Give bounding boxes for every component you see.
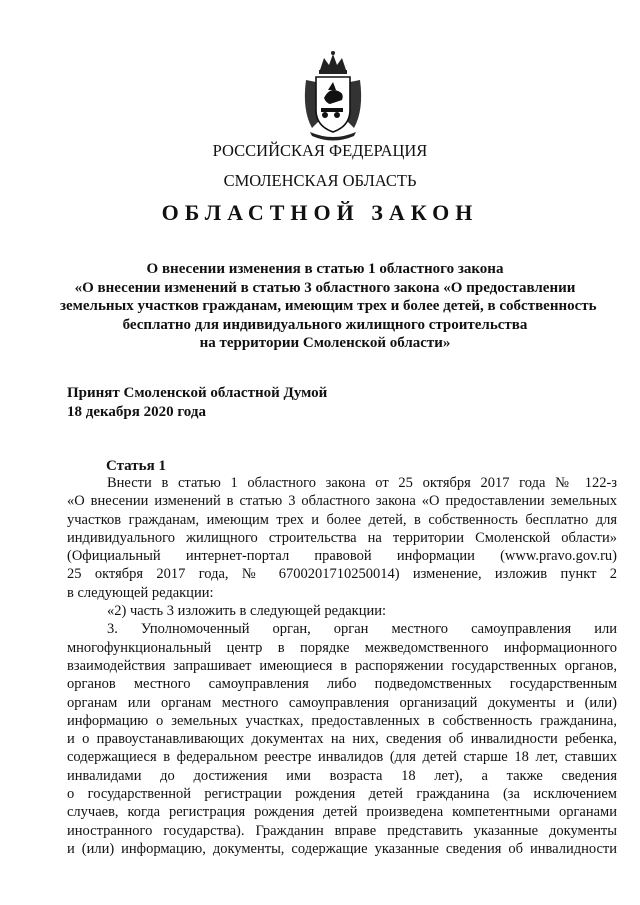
- document-type-heading: ОБЛАСТНОЙ ЗАКОН: [161, 200, 479, 225]
- paragraph-line: органам или органам местного самоуправления организаций документы и (или): [67, 694, 617, 711]
- paragraph-line: взаимодействия запрашивает имеющиеся в распоряжении государственных органов,: [67, 657, 617, 674]
- paragraph-line: случаев, когда регистрация рождения детей произведена компетентными органами: [67, 804, 617, 821]
- adoption-note: [67, 384, 327, 421]
- paragraph-line: 25 октября 2017 года, № 6700201710250014) изменение, изложив пункт 2: [67, 566, 617, 583]
- paragraph-line: индивидуального жилищного строительства на территории Смоленской области»: [67, 529, 617, 546]
- law-title-line: бесплатно для индивидуального жилищного строительства: [122, 316, 528, 333]
- law-title-line: на территории Смоленской области»: [199, 335, 451, 351]
- law-title-line: О внесении изменения в статью 1 областного закона: [146, 261, 504, 277]
- paragraph-line: участков гражданам, имеющим трех и более детей, в собственность бесплатно для: [67, 511, 617, 528]
- paragraph-line: инвалидами до достижения ими возраста 18 лет), а также сведения: [67, 767, 617, 784]
- adoption-body: Принят Смоленской областной Думой: [67, 385, 328, 401]
- country-name: РОССИЙСКАЯ ФЕДЕРАЦИЯ: [212, 141, 428, 160]
- paragraph-line: содержащиеся в федеральном реестре инвалидов (для детей старше 18 лет, ставших: [67, 749, 617, 766]
- paragraph-line: многофункциональный центр в порядке межведомственного информационного: [67, 639, 617, 656]
- paragraph-line: информацию о земельных участках, предоставленных в собственность гражданина,: [67, 712, 617, 729]
- article-heading: Статья 1: [106, 458, 166, 474]
- law-title-line: «О внесении изменений в статью 3 областного закона «О предоставлении: [74, 279, 576, 296]
- law-title-line: земельных участков гражданам, имеющим трех и более детей, в собственность: [60, 298, 597, 314]
- paragraph-line: 3. Уполномоченный орган, орган местного самоуправления или: [107, 621, 617, 638]
- coat-of-arms-emblem: [300, 50, 366, 142]
- paragraph-line: Внести в статью 1 областного закона от 25 октября 2017 года № 122-з: [107, 475, 617, 491]
- paragraph-line: в следующей редакции:: [67, 584, 214, 601]
- paragraph-line: и (или) информацию, документы, содержащие указанные сведения об инвалидности: [67, 840, 617, 857]
- paragraph-line: и о правоустанавливающих документах на них, сведения об инвалидности ребенка,: [67, 731, 617, 748]
- article-body: [67, 474, 617, 858]
- paragraph-line: «О внесении изменений в статью 3 областного закона «О предоставлении земельных: [67, 493, 617, 510]
- paragraph-line: «2) часть 3 изложить в следующей редакции:: [107, 603, 387, 620]
- paragraph-line: (Официальный интернет-портал правовой информации (www.pravo.gov.ru): [67, 548, 617, 565]
- paragraph-line: иностранного государства). Гражданин вправе представить указанные документы: [67, 822, 617, 839]
- adoption-date: 18 декабря 2020 года: [67, 403, 206, 420]
- paragraph-line: органов местного самоуправления либо подведомственных государственным: [67, 676, 617, 693]
- law-title: [60, 260, 597, 353]
- region-name: СМОЛЕНСКАЯ ОБЛАСТЬ: [223, 171, 417, 190]
- paragraph-line: о государственной регистрации рождения детей гражданина (за исключением: [67, 786, 617, 803]
